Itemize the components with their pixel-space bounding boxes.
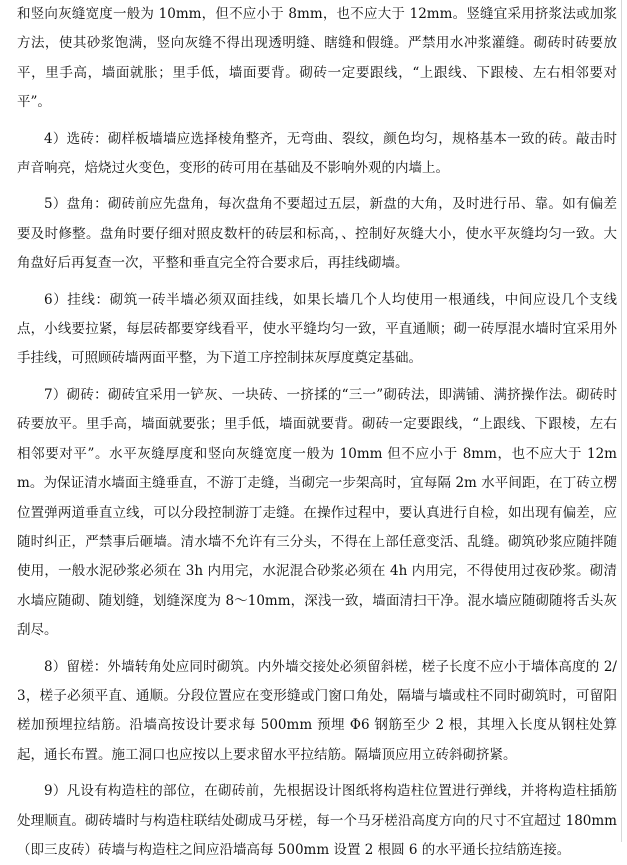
paragraph-line-hanging: 6）挂线：砌筑一砖半墙必须双面挂线，如果长墙几个人均使用一根通线，中间应设几个支线点，小线要拉紧，每层砖都要穿线看平，使水平缝均匀一致，平直通顺；砌一砖厚混水墙时宜采用外手挂线，可照顾砖墙两面平整，为下道工序控制抹灰厚度奠定基础。: [17, 291, 617, 367]
document-page: [17, 0, 617, 865]
paragraph-toothing: 8）留槎：外墙转角处应同时砌筑。内外墙交接处必须留斜槎，槎子长度不应小于墙体高度的 2/3，槎子必须平直、通顺。分段位置应在变形缝或门窗口角处，隔墙与墙或柱不同时砌筑时，可留阳槎加预埋拉结筋。沿墙高按设计要求每 500mm 预埋 Φ6 钢筋至少 2 根，其埋入长度从钢柱处算起，通长布置。施工洞口也应按以上要求留水平拉结筋。隔墙顶应用立砖斜砌挤紧。: [17, 658, 617, 763]
paragraph-bricklaying: 7）砌砖：砌砖宜采用一铲灰、一块砖、一挤揉的“三一”砌砖法，即满铺、满挤操作法。砌砖时砖要放平。里手高，墙面就要张；里手低，墙面就要背。砌砖一定要跟线，“上跟线、下跟棱，左右相邻要对平”。水平灰缝厚度和竖向灰缝宽度一般为 10mm 但不应小于 8mm，也不应大于 12mm。为保证清水墙面主缝垂直，不游丁走缝，当砌完一步架高时，宜每隔 2m 水平间距，在丁砖立楞位置弹两道垂直立线，可以分段控制游丁走缝。在操作过程中，要认真进行自检，如出现有偏差，应随时纠正，严禁事后砸墙。清水墙不允许有三分头，不得在上部任意变活、乱缝。砌筑砂浆应随拌随使用，一般水泥砂浆必须在 3h 内用完，水泥混合砂浆必须在 4h 内用完，不得使用过夜砂浆。砌清水墙应随砌、随划缝，划缝深度为 8～10mm，深浅一致，墙面清扫干净。混水墙应随砌随将舌头灰刮尽。: [17, 386, 617, 639]
paragraph-corner-laying: 5）盘角：砌砖前应先盘角，每次盘角不要超过五层，新盘的大角，及时进行吊、靠。如有偏差要及时修整。盘角时要仔细对照皮数杆的砖层和标高，、控制好灰缝大小，使水平灰缝均匀一致。大角盘好后再复查一次，平整和垂直完全符合要求后，再挂线砌墙。: [17, 196, 617, 272]
paragraph-continuation: 和竖向灰缝宽度一般为 10mm，但不应小于 8mm，也不应大于 12mm。竖缝宜采用挤浆法或加浆方法，使其砂浆饱满，竖向灰缝不得出现透明缝、瞎缝和假缝。严禁用水冲浆灌缝。砌砖时砖要放平，里手高，墙面就胀；里手低，墙面要背。砌砖一定要跟线，“上跟线、下跟棱、左右相邻要对平”。: [17, 6, 617, 111]
paragraph-structural-column: 9）凡设有构造柱的部位，在砌砖前，先根据设计图纸将构造柱位置进行弹线，并将构造柱插筋处理顺直。砌砖墙时与构造柱联结处砌成马牙槎，每一个马牙槎沿高度方向的尺寸不宜超过 180mm（即三皮砖）砖墙与构造柱之间应沿墙高每 500mm 设置 2 根圆 6 的水平通长拉结筋连接。: [17, 783, 617, 858]
paragraph-select-bricks: 4）选砖：砌样板墙墙应选择棱角整齐，无弯曲、裂纹，颜色均匀，规格基本一致的砖。敲击时声音响亮，焙烧过火变色，变形的砖可用在基础及不影响外观的内墙上。: [17, 130, 617, 177]
page-border: [621, 0, 622, 842]
